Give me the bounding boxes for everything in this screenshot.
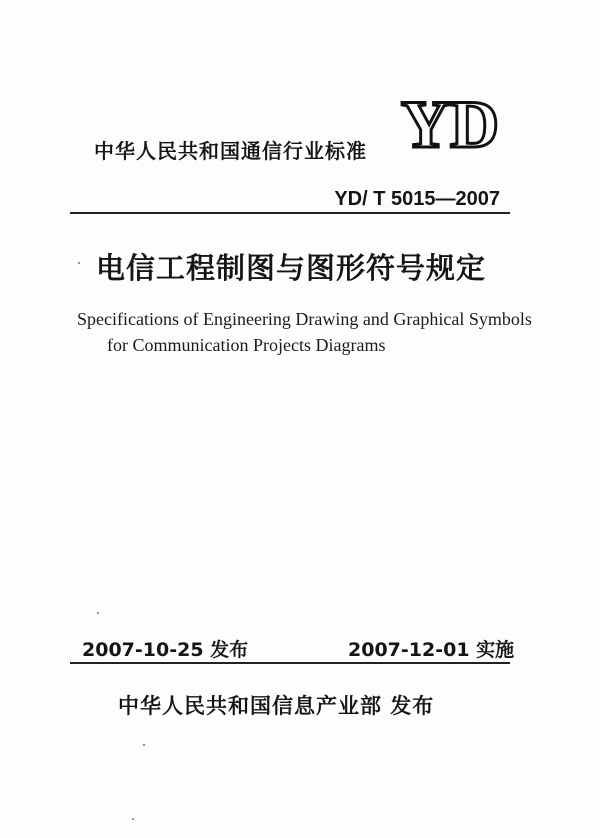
publisher-line: 中华人民共和国信息产业部 发布 (118, 694, 435, 718)
document-title-english (77, 306, 532, 358)
scan-speck (143, 744, 145, 746)
standard-category: 中华人民共和国通信行业标准 (94, 139, 367, 163)
scan-speck (78, 262, 80, 264)
scan-speck (97, 612, 99, 614)
bottom-divider-line (70, 662, 510, 664)
top-divider-line (70, 212, 510, 214)
effective-date: 2007-12-01 实施 (348, 639, 515, 661)
standard-number: YD/ T 5015—2007 (334, 188, 500, 210)
issue-date: 2007-10-25 发布 (82, 639, 249, 661)
english-title-line-2: for Communication Projects Diagrams (107, 335, 386, 355)
document-title-chinese: 电信工程制图与图形符号规定 (96, 251, 487, 285)
yd-logo (395, 92, 505, 156)
scan-speck (132, 818, 134, 820)
english-title-line-1: Specifications of Engineering Drawing and Graphical Symbols (77, 309, 532, 329)
svg-text:YD: YD (400, 92, 500, 156)
